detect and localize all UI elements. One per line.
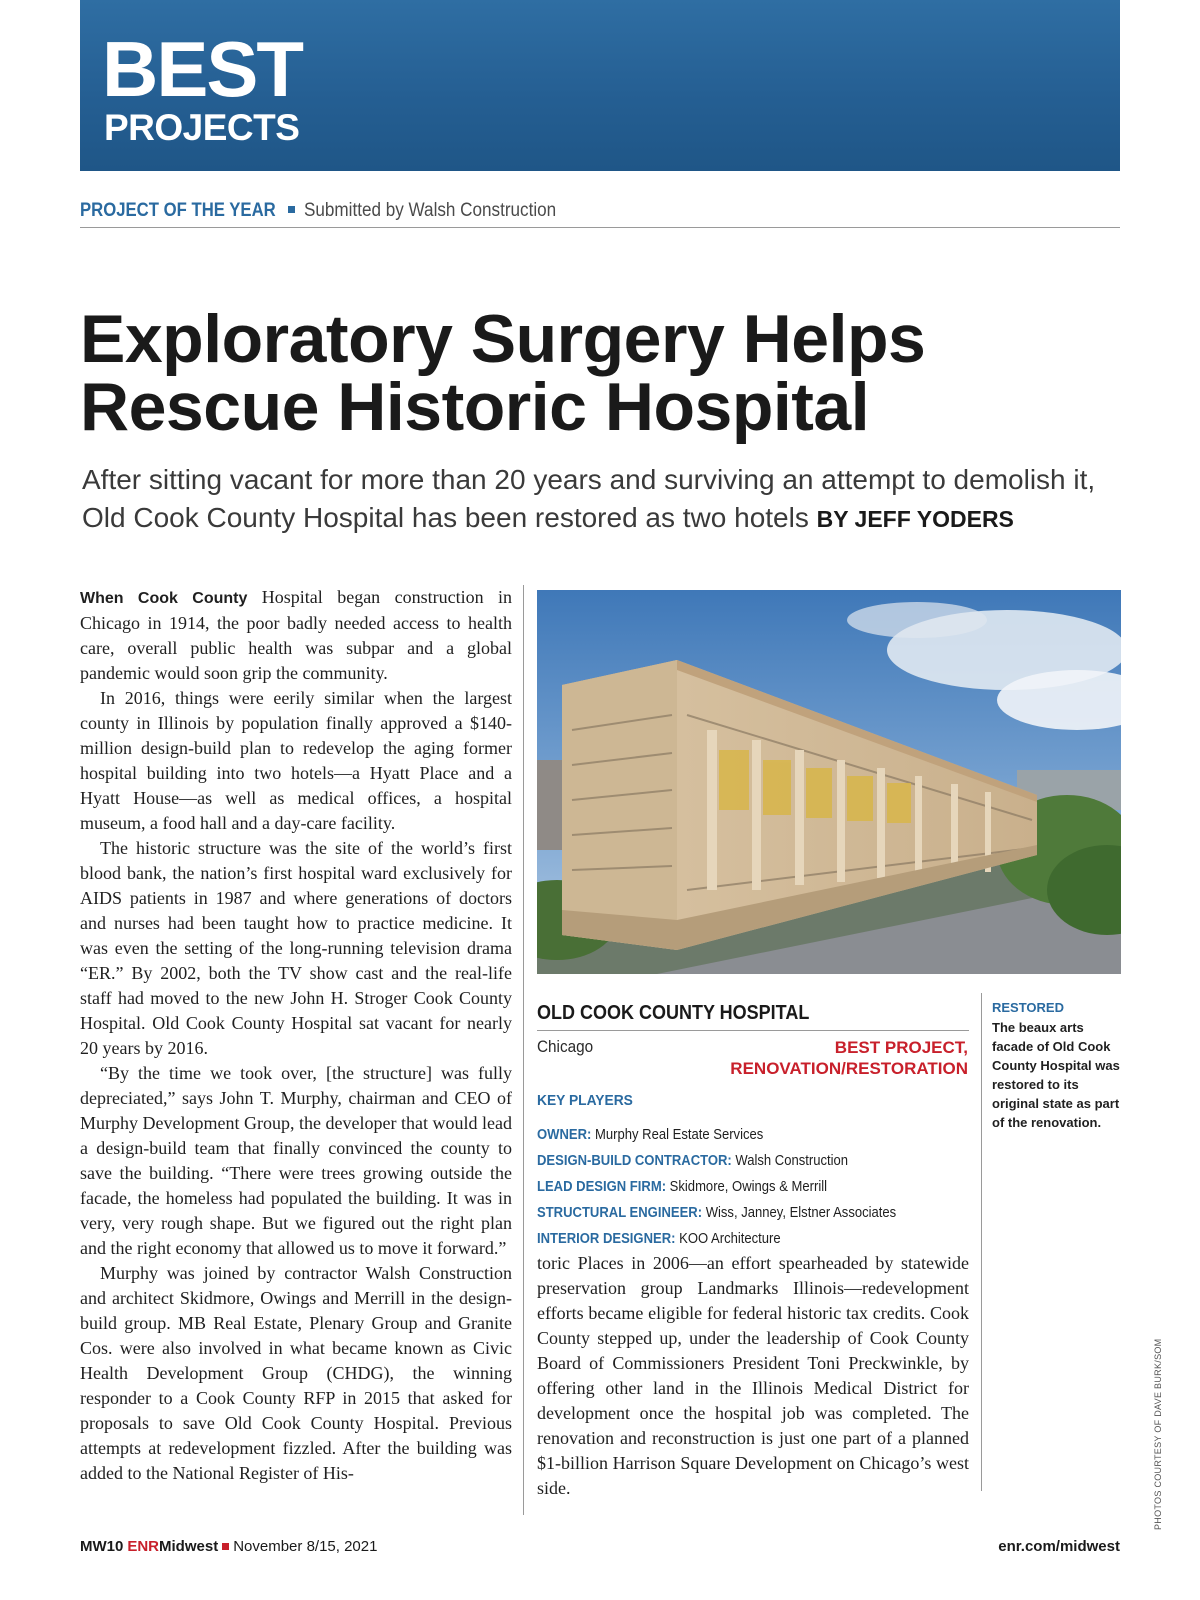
caption-text: The beaux arts facade of Old Cook County Hospital was restored to its original state as part of the renovation. (992, 1020, 1120, 1130)
article-paragraph: “By the time we took over, [the structure] was fully depreciated,” says John T. Murphy, chairman and CEO of Murphy Development Group, the developer that would lead a design-build team that finally convinced the county to save the building. “There were trees growing outside the facade, the homeless had populated the building. It was in very, very rough shape. But we figured out the right plan and the right economy that allowed us to move it forward.” (80, 1063, 512, 1258)
list-item (537, 1174, 933, 1200)
page-number: MW10 (80, 1538, 124, 1555)
headline (80, 301, 1140, 445)
player-role: DESIGN-BUILD CONTRACTOR: (537, 1153, 732, 1169)
article-paragraph: In 2016, things were eerily similar when the largest county in Illinois by population finally approved a $140-million design-build plan to redevelop the aging former hospital building into two hotels—a Hyatt Place and a Hyatt House—as well as medical offices, a hospital museum, a food hall and a day-care facility. (80, 688, 512, 833)
infobox-rule (537, 1030, 969, 1031)
player-role: STRUCTURAL ENGINEER: (537, 1205, 703, 1221)
midwest-logo: Midwest (159, 1538, 219, 1555)
column-divider (523, 585, 524, 1515)
player-name: Murphy Real Estate Services (595, 1127, 764, 1143)
issue-date: November 8/15, 2021 (233, 1538, 378, 1555)
player-name: Walsh Construction (735, 1153, 849, 1169)
key-players-title: KEY PLAYERS (537, 1092, 633, 1109)
list-item (537, 1200, 933, 1226)
player-name: KOO Architecture (679, 1231, 781, 1247)
article-column-left (80, 585, 512, 1486)
infobox-award (700, 1037, 968, 1079)
kicker-submitted-by: Submitted by Walsh Construction (303, 200, 557, 221)
headline-line-2: Rescue Historic Hospital (80, 369, 870, 445)
infobox-title: OLD COOK COUNTY HOSPITAL (537, 1002, 810, 1024)
award-line-2: RENOVATION/RESTORATION (730, 1059, 968, 1078)
article-paragraph: Murphy was joined by contractor Walsh Construction and architect Skidmore, Owings and Merrill in the design-build group. MB Real Estate, Plenary Group and Granite Cos. were also involved in what became known as Civic Health Development Group (CHDG), the winning responder to a Cook County RFP in 2015 that asked for proposals to save Old Cook County Hospital. Previous attempts at redevelopment fizzled. After the building was added to the National Register of His- (80, 1263, 512, 1483)
hospital-photo (537, 590, 1121, 974)
brand-best: BEST (102, 25, 303, 113)
player-role: OWNER: (537, 1127, 592, 1143)
article-paragraph: The historic structure was the site of the world’s first blood bank, the nation’s first hospital ward exclusively for AIDS patients in 1987 and where generations of doctors and nurses had been taught how to practice medicine. It was even the setting of the long-running television drama “ER.” By 2002, both the TV show cast and the real-life staff had moved to the new John H. Stroger Cook County Hospital. Old Cook County Hospital sat vacant for nearly 20 years by 2016. (80, 838, 512, 1058)
byline: BY JEFF YODERS (816, 506, 1014, 532)
article-paragraph (80, 585, 512, 686)
infobox-city: Chicago (537, 1037, 594, 1056)
footer-folio (80, 1538, 377, 1555)
award-line-1: BEST PROJECT, (834, 1038, 968, 1057)
list-item (537, 1122, 933, 1148)
paragraph-text: Hospital began construction in Chicago in 1914, the poor badly needed access to health care, overall public health was subpar and a global pandemic would soon grip the community. (80, 587, 512, 683)
deck-text: After sitting vacant for more than 20 years and surviving an attempt to demolish it, Old Cook County Hospital has been restored as two hotels (82, 464, 1096, 533)
enr-logo: ENR (127, 1538, 160, 1555)
lead-in: When Cook County (80, 590, 248, 607)
caption-divider (981, 993, 982, 1491)
deck (82, 461, 1132, 538)
section-kicker (80, 199, 1120, 228)
player-role: LEAD DESIGN FIRM: (537, 1179, 667, 1195)
article-paragraph: toric Places in 2006—an effort spearheaded by statewide preservation group Landmarks Illinois—redevelopment efforts became eligible for federal historic tax credits. Cook County stepped up, under the leadership of Cook County Board of Commissioners President Toni Preckwinkle, by offering other land in the Illinois Medical District for development once the hospital job was completed. The renovation and reconstruction is just one part of a planned $1-billion Harrison Square Development on Chicago’s west side. (537, 1253, 969, 1498)
square-bullet-icon (288, 206, 295, 213)
square-bullet-icon (222, 1543, 229, 1550)
caption-title: RESTORED (992, 1000, 1064, 1015)
masthead-banner (80, 0, 1120, 171)
list-item (537, 1148, 933, 1174)
key-players-list (537, 1122, 977, 1252)
player-name: Skidmore, Owings & Merrill (669, 1179, 828, 1195)
hospital-photo-illustration (537, 590, 1121, 974)
list-item (537, 1226, 933, 1252)
player-role: INTERIOR DESIGNER: (537, 1231, 676, 1247)
photo-credit: PHOTOS COURTESY OF DAVE BURK/SOM (1153, 1338, 1163, 1530)
player-name: Wiss, Janney, Elstner Associates (705, 1205, 897, 1221)
footer-url: enr.com/midwest (998, 1538, 1120, 1555)
kicker-label: PROJECT OF THE YEAR (80, 200, 276, 221)
article-column-middle (537, 1251, 969, 1501)
brand-projects: PROJECTS (104, 107, 300, 148)
headline-line-1: Exploratory Surgery Helps (80, 301, 926, 377)
